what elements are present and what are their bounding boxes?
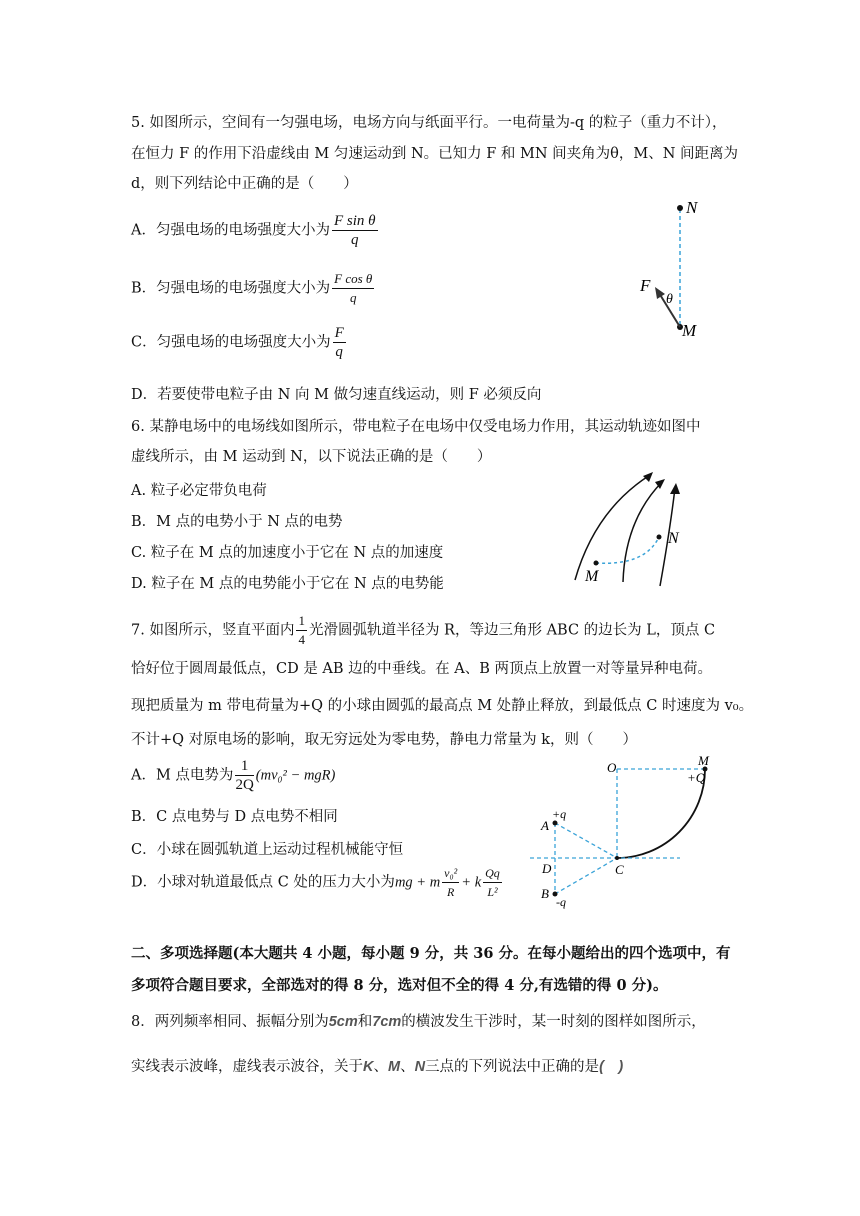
ac-dashed	[555, 823, 617, 858]
q7-option-b: B．C 点电势与 D 点电势不相同	[131, 809, 338, 825]
section2-line2: 多项符合题目要求，全部选对的得 8 分，选对但不全的得 4 分,有选错的得 0 分)。	[131, 977, 668, 994]
q8-line2-post: 三点的下列说法中正确的是	[425, 1059, 600, 1075]
q5-option-a-text: A．匀强电场的电场强度大小为	[131, 222, 330, 239]
q5-option-d: D．若要使带电粒子由 N 向 M 做匀速直线运动，则 F 必须反向	[131, 387, 542, 403]
frac-numerator: F sin θ	[333, 213, 376, 229]
q5-option-a-fraction	[332, 212, 378, 249]
q6-option-b: B．M 点的电势小于 N 点的电势	[131, 514, 343, 530]
q7-option-d-plus: + k	[461, 874, 482, 891]
label-a: A	[541, 818, 549, 833]
q8-line1-pre: 8．两列频率相同、振幅分别为	[131, 1014, 329, 1030]
field-line-3-arrowhead	[670, 483, 680, 494]
field-line-2	[623, 482, 662, 582]
frac-denominator: 4	[298, 632, 305, 647]
q8-line1	[131, 1012, 706, 1032]
label-o: O	[607, 760, 617, 775]
frac-denominator: L²	[487, 885, 498, 899]
q5-line2: 在恒力 F 的作用下沿虚线由 M 匀速运动到 N。已知力 F 和 MN 间夹角为θ，M、N 间距离为	[131, 146, 739, 162]
point-n	[657, 535, 662, 540]
q8-line2	[131, 1057, 623, 1077]
q8-separator: 、	[400, 1059, 415, 1075]
label-m: M	[585, 568, 599, 585]
q5-option-c-text: C．匀强电场的电场强度大小为	[131, 334, 331, 351]
q5-option-c	[131, 324, 348, 361]
q7-line4: 不计+Q 对原电场的影响，取无穷远处为零电势，静电力常量为 k，则（ ）	[131, 732, 638, 748]
label-minus-q: -q	[556, 895, 566, 909]
q7-option-d-fraction2	[483, 864, 502, 901]
frac-numerator: F	[334, 325, 344, 341]
q6-option-c: C. 粒子在 M 点的加速度小于它在 N 点的加速度	[131, 545, 444, 561]
label-theta: θ	[666, 292, 673, 307]
q8-point-n: N	[414, 1059, 426, 1075]
q7-option-d-formula1: mg + m	[394, 874, 441, 891]
q5-option-b	[131, 270, 376, 307]
label-plus-q: +q	[552, 807, 567, 821]
frac-denominator: q	[349, 290, 357, 305]
q7-option-d	[131, 864, 504, 901]
frac-denominator: 2Q	[235, 777, 254, 793]
q8-separator: 、	[373, 1059, 388, 1075]
q8-amplitude-2: 7cm	[372, 1014, 402, 1030]
label-plus-q-ball: +Q	[687, 770, 706, 785]
trajectory-dashed	[596, 537, 659, 563]
q7-option-c: C．小球在圆弧轨道上运动过程机械能守恒	[131, 842, 404, 858]
q7-line3: 现把质量为 m 带电荷量为+Q 的小球由圆弧的最高点 M 处静止释放，到最低点 C 时速度为 v₀。	[131, 698, 754, 714]
label-n: N	[668, 530, 679, 547]
point-a	[553, 821, 558, 826]
point-m	[594, 561, 599, 566]
q7-line2: 恰好位于圆周最低点，CD 是 AB 边的中垂线。在 A、B 两顶点上放置一对等量异种电荷。	[131, 661, 713, 677]
label-d: D	[542, 861, 552, 876]
frac-denominator: q	[351, 232, 359, 248]
q7-option-a-pre: A．M 点电势为	[131, 767, 234, 784]
force-f-arrowhead	[655, 287, 665, 299]
label-c: C	[615, 862, 624, 877]
q5-line1: 5. 如图所示，空间有一匀强电场，电场方向与纸面平行。一电荷量为-q 的粒子（重力不计），	[131, 115, 727, 131]
frac-numerator: Qq	[483, 864, 502, 883]
label-f: F	[640, 276, 651, 295]
frac-numerator: 1	[296, 612, 307, 631]
q8-answer-paren: ( )	[599, 1059, 624, 1075]
field-line-1	[575, 475, 650, 580]
frac-denominator: q	[335, 344, 343, 360]
q7-option-a	[131, 757, 335, 794]
q7-line1-pre: 7. 如图所示，竖直平面内	[131, 622, 295, 639]
section2-line1: 二、多项选择题(本大题共 4 小题，每小题 9 分，共 36 分。在每小题给出的四个选项中，有	[131, 945, 731, 962]
q7-option-d-pre: D．小球对轨道最低点 C 处的压力大小为	[131, 874, 395, 891]
q8-point-m: M	[387, 1059, 401, 1075]
q7-option-a-formula: (mv₀² − mgR)	[255, 767, 336, 784]
q5-line3: d，则下列结论中正确的是（ ）	[131, 176, 358, 192]
label-m: M	[682, 321, 697, 340]
q8-point-k: K	[363, 1059, 374, 1075]
q5-figure	[630, 195, 710, 345]
q8-amplitude-1: 5cm	[328, 1014, 358, 1030]
frac-numerator: F cos θ	[332, 270, 374, 289]
label-n: N	[686, 198, 698, 217]
label-m: M	[698, 753, 709, 768]
q5-option-b-fraction	[332, 270, 374, 307]
frac-numerator: v₀²	[442, 864, 459, 883]
q5-option-a	[131, 212, 380, 249]
q7-quarter-fraction	[296, 612, 307, 649]
frac-denominator: R	[447, 885, 455, 899]
q6-line1: 6. 某静电场中的电场线如图所示，带电粒子在电场中仅受电场力作用，其运动轨迹如图中	[131, 419, 701, 435]
q5-option-b-text: B．匀强电场的电场强度大小为	[131, 280, 331, 297]
q7-option-a-fraction	[235, 757, 253, 794]
q8-and: 和	[357, 1014, 373, 1030]
frac-numerator: 1	[235, 757, 253, 776]
q6-option-a: A. 粒子必定带负电荷	[131, 483, 267, 499]
q8-line1-post: 的横波发生干涉时，某一时刻的图样如图所示，	[401, 1014, 706, 1030]
point-c	[615, 856, 619, 860]
q7-line1	[131, 612, 715, 649]
field-line-1-arrowhead	[643, 472, 653, 482]
q6-figure	[565, 470, 695, 592]
q6-line2: 虚线所示，由 M 运动到 N，以下说法正确的是（ ）	[131, 449, 492, 465]
q7-option-d-fraction1	[442, 864, 459, 901]
q5-option-c-fraction	[333, 324, 346, 361]
q8-line2-pre: 实线表示波峰，虚线表示波谷，关于	[131, 1059, 363, 1075]
q6-option-d: D. 粒子在 M 点的电势能小于它在 N 点的电势能	[131, 576, 444, 592]
bc-dashed	[555, 858, 617, 894]
point-n	[677, 205, 683, 211]
label-b: B	[541, 886, 549, 901]
q7-line1-post: 光滑圆弧轨道半径为 R，等边三角形 ABC 的边长为 L，顶点 C	[308, 622, 716, 639]
q7-figure	[525, 750, 725, 915]
